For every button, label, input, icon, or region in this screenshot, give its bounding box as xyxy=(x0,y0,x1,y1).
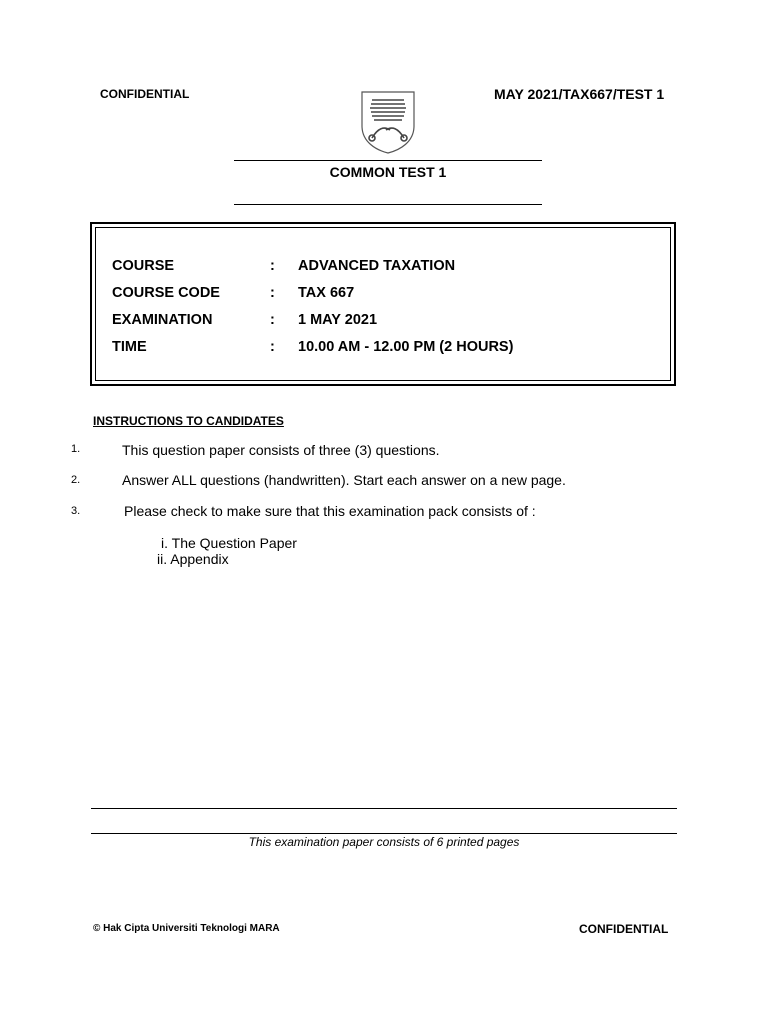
instruction-number: 1. xyxy=(71,443,81,455)
footer-confidential: CONFIDENTIAL xyxy=(579,922,669,936)
title-rule-top xyxy=(234,160,542,161)
header-exam-code: MAY 2021/TAX667/TEST 1 xyxy=(494,86,665,102)
info-key: TIME xyxy=(112,339,147,355)
info-key: EXAMINATION xyxy=(112,312,213,328)
info-separator: : xyxy=(270,258,275,274)
info-value: 10.00 AM - 12.00 PM (2 HOURS) xyxy=(298,339,514,355)
instruction-text: Please check to make sure that this examination pack consists of : xyxy=(124,503,536,519)
instruction-text: This question paper consists of three (3) questions. xyxy=(122,442,440,458)
instruction-number: 2. xyxy=(71,474,81,486)
info-separator: : xyxy=(270,312,275,328)
course-info-box xyxy=(90,222,676,386)
university-crest-icon xyxy=(358,90,418,154)
footer-rule-bottom xyxy=(91,833,677,834)
info-separator: : xyxy=(270,339,275,355)
info-key: COURSE CODE xyxy=(112,285,220,301)
info-value: TAX 667 xyxy=(298,285,355,301)
info-value: ADVANCED TAXATION xyxy=(298,258,456,274)
title-rule-bottom xyxy=(234,204,542,205)
test-title: COMMON TEST 1 xyxy=(329,164,447,180)
pack-item: ii. Appendix xyxy=(157,551,229,567)
copyright-notice: © Hak Cipta Universiti Teknologi MARA xyxy=(93,923,280,934)
info-key: COURSE xyxy=(112,258,175,274)
instruction-text: Answer ALL questions (handwritten). Start each answer on a new page. xyxy=(122,472,566,488)
info-separator: : xyxy=(270,285,275,301)
pack-item: i. The Question Paper xyxy=(161,535,297,551)
header-confidential: CONFIDENTIAL xyxy=(100,87,190,101)
course-info-box-inner xyxy=(95,227,671,381)
info-value: 1 MAY 2021 xyxy=(298,312,378,328)
footer-rule-top xyxy=(91,808,677,809)
instruction-number: 3. xyxy=(71,505,81,517)
instructions-heading: INSTRUCTIONS TO CANDIDATES xyxy=(93,414,284,428)
printed-pages-note: This examination paper consists of 6 printed pages xyxy=(248,835,520,849)
